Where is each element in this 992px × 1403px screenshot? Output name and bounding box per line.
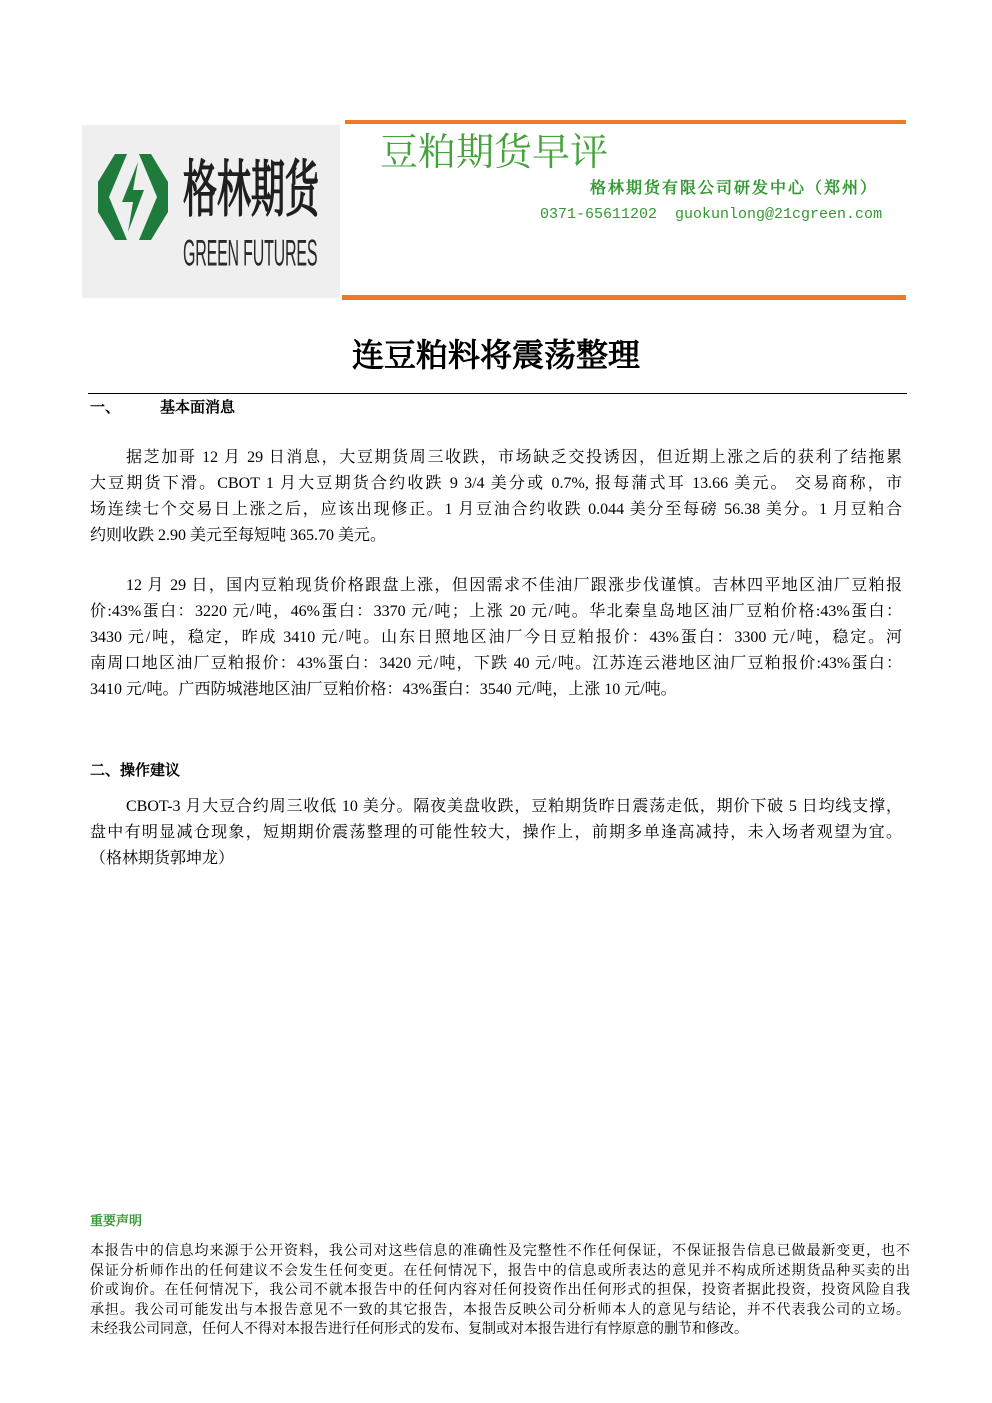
paragraph-line: CBOT-3 月大豆合约周三收低 10 美分。隔夜美盘收跌，豆粕期货昨日震荡走低，期价下破 5 日均线支撑， bbox=[126, 798, 902, 815]
report-title: 豆粕期货早评 bbox=[380, 130, 609, 174]
paragraph-line: 12 月 29 日，国内豆粕现货价格跟盘上涨，但因需求不佳油厂跟涨步伐谨慎。吉林四平地区油厂豆粕报 bbox=[126, 577, 902, 594]
contact-phone: 0371-65611202 bbox=[540, 206, 658, 223]
paragraph-line: 南周口地区油厂豆粕报价：43%蛋白：3420 元/吨，下跌 40 元/吨。江苏连云港地区油厂豆粕报价:43%蛋白： bbox=[90, 655, 902, 672]
disclaimer-line: 承担。我公司可能发出与本报告意见不一致的其它报告，本报告反映公司分析师本人的意见与结论，并不代表我公司的立场。 bbox=[90, 1302, 910, 1318]
paragraph-line: 3430 元/吨，稳定，昨成 3410 元/吨。山东日照地区油厂今日豆粕报价：43%蛋白：3300 元/吨，稳定。河 bbox=[90, 629, 902, 646]
company-logo bbox=[82, 125, 340, 298]
paragraph-line: 据芝加哥 12 月 29 日消息，大豆期货周三收跌，市场缺乏交投诱因，但近期上涨之后的获利了结拖累 bbox=[126, 449, 902, 466]
green-futures-logo-icon bbox=[95, 150, 171, 244]
header-bottom-rule bbox=[342, 295, 906, 300]
section-2-paragraph-1 bbox=[90, 794, 902, 872]
paragraph-line: 盘中有明显减仓现象，短期期价震荡整理的可能性较大，操作上，前期多单逢高减持，未入场者观望为宜。 bbox=[90, 824, 902, 841]
paragraph-line: 场连续七个交易日上涨之后，应该出现修正。1 月豆油合约收跌 0.044 美分至每磅 56.38 美分。1 月豆粕合 bbox=[90, 501, 902, 518]
paragraph-line: 3410 元/吨。广西防城港地区油厂豆粕价格：43%蛋白：3540 元/吨，上涨 10 元/吨。 bbox=[90, 681, 677, 698]
document-title: 连豆粕料将震荡整理 bbox=[351, 336, 640, 374]
paragraph-line: （格林期货郭坤龙） bbox=[90, 850, 235, 867]
section-1-number: 一、 bbox=[90, 398, 121, 416]
section-1-paragraph-1 bbox=[90, 445, 902, 549]
section-1-heading: 基本面消息 bbox=[160, 398, 236, 416]
contact-email: guokunlong@21cgreen.com bbox=[675, 206, 883, 223]
header-top-rule bbox=[345, 120, 906, 124]
section-2-number: 二、 bbox=[90, 761, 121, 779]
disclaimer-heading: 重要声明 bbox=[90, 1214, 143, 1229]
disclaimer-line: 未经我公司同意，任何人不得对本报告进行任何形式的发布、复制或对本报告进行有悖原意的删节和修改。 bbox=[90, 1322, 748, 1337]
section-1-paragraph-2 bbox=[90, 573, 902, 703]
section-2-heading: 操作建议 bbox=[120, 761, 181, 779]
disclaimer-line: 保证分析师作出的任何建议不会发生任何变更。在任何情况下，报告中的信息或所表达的意见并不构成所述期货品种买卖的出 bbox=[90, 1263, 910, 1279]
logo-brand-en: GREEN FUTURES bbox=[183, 235, 318, 275]
company-name: 格林期货有限公司研发中心（郑州） bbox=[590, 178, 879, 197]
disclaimer-text bbox=[90, 1242, 910, 1340]
title-divider bbox=[88, 393, 907, 394]
disclaimer-line: 价或询价。在任何情况下，我公司不就本报告中的任何内容对任何投资作出任何形式的担保，投资者据此投资，投资风险自我 bbox=[90, 1283, 910, 1298]
paragraph-line: 大豆期货下滑。CBOT 1 月大豆期货合约收跌 9 3/4 美分或 0.7%, 报每蒲式耳 13.66 美元。 交易商称，市 bbox=[90, 475, 902, 492]
contact-info bbox=[540, 205, 882, 225]
logo-brand-cn: 格林期货 bbox=[183, 154, 319, 227]
disclaimer-line: 本报告中的信息均来源于公开资料，我公司对这些信息的准确性及完整性不作任何保证，不保证报告信息已做最新变更，也不 bbox=[90, 1244, 910, 1259]
paragraph-line: 价:43%蛋白：3220 元/吨，46%蛋白：3370 元/吨；上涨 20 元/吨。华北秦皇岛地区油厂豆粕价格:43%蛋白： bbox=[90, 603, 902, 620]
paragraph-line: 约则收跌 2.90 美元至每短吨 365.70 美元。 bbox=[90, 527, 387, 544]
section-2-title bbox=[90, 760, 180, 780]
